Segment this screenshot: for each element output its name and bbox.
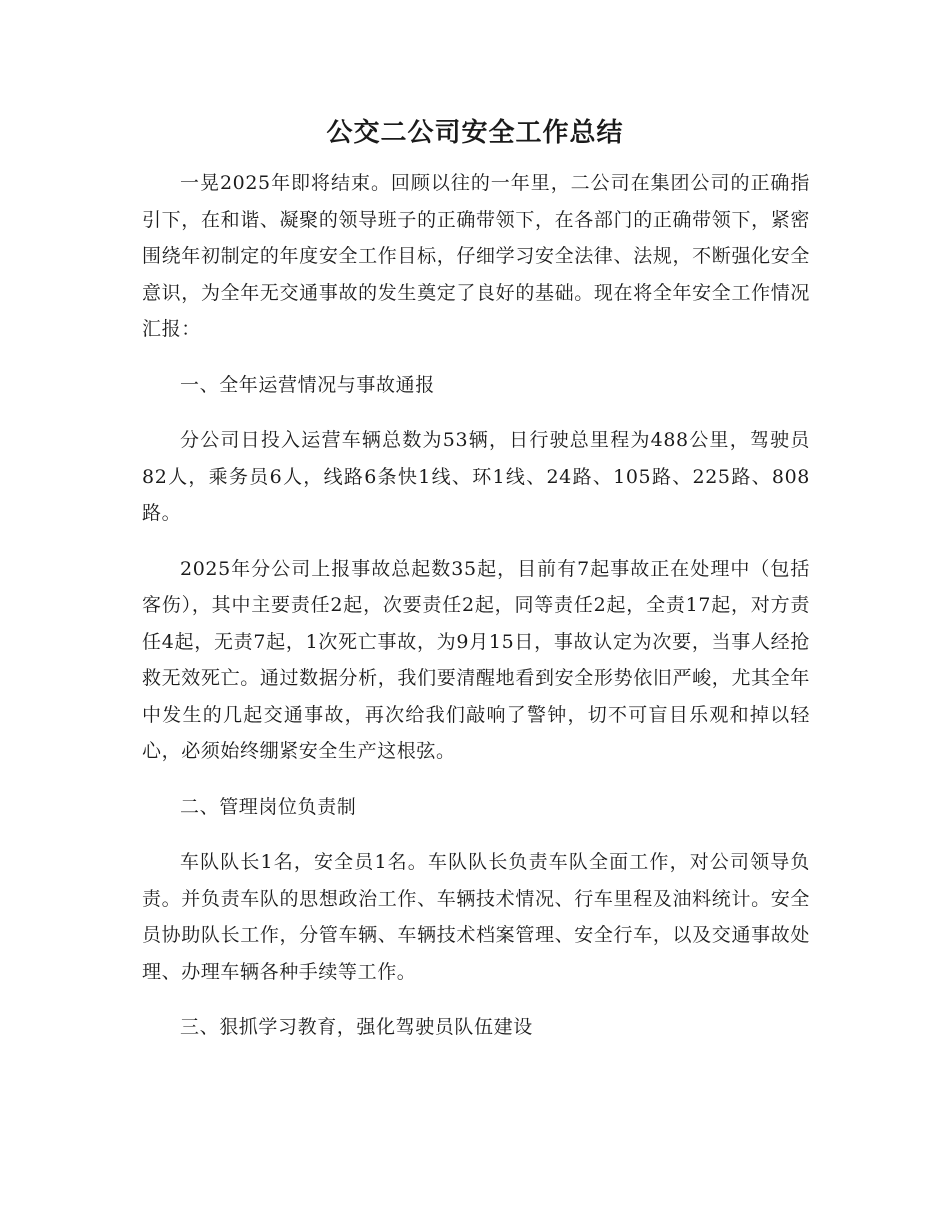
section-2-paragraph-1: 车队队长1名，安全员1名。车队队长负责车队全面工作，对公司领导负责。并负责车队的思想政治工作、车辆技术情况、行车里程及油料统计。安全员协助队长工作，分管车辆、车辆技术档案管理、安全行车，以及交通事故处理、办理车辆各种手续等工作。 [142, 851, 810, 983]
section-1-paragraph-2: 2025年分公司上报事故总起数35起，目前有7起事故正在处理中（包括客伤），其中主要责任2起，次要责任2起，同等责任2起，全责17起，对方责任4起，无责7起，1次死亡事故，为9月15日，事故认定为次要，当事人经抢救无效死亡。通过数据分析，我们要清醒地看到安全形势依旧严峻，尤其全年中发生的几起交通事故，再次给我们敲响了警钟，切不可盲目乐观和掉以轻心，必须始终绷紧安全生产这根弦。 [142, 557, 810, 762]
intro-paragraph: 一晃2025年即将结束。回顾以往的一年里，二公司在集团公司的正确指引下，在和谐、凝聚的领导班子的正确带领下，在各部门的正确带领下，紧密围绕年初制定的年度安全工作目标，仔细学习安全法律、法规，不断强化安全意识，为全年无交通事故的发生奠定了良好的基础。现在将全年安全工作情况汇报： [142, 172, 810, 340]
section-1-paragraph-1: 分公司日投入运营车辆总数为53辆，日行驶总里程为488公里，驾驶员82人，乘务员6人，线路6条快1线、环1线、24路、105路、225路、808路。 [142, 429, 810, 524]
section-heading-3: 三、狠抓学习教育，强化驾驶员队伍建设 [180, 1016, 533, 1038]
document-body [142, 165, 810, 1065]
document-title: 公交二公司安全工作总结 [326, 118, 624, 148]
section-heading-1: 一、全年运营情况与事故通报 [180, 373, 435, 396]
section-heading-2: 二、管理岗位负责制 [180, 795, 357, 818]
